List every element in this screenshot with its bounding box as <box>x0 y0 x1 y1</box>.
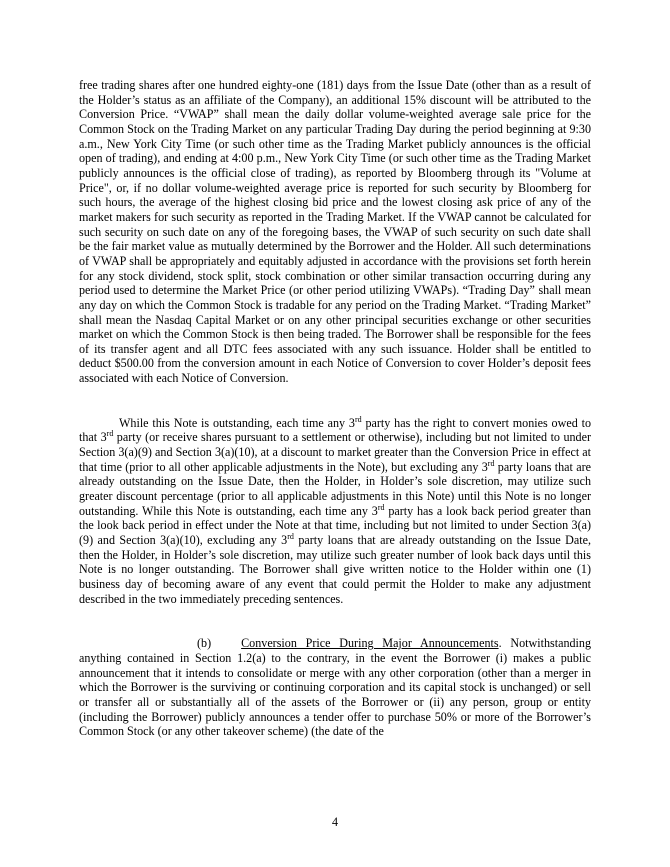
text-segment: party (or receive shares pursuant to a settlement or otherwise), including but not limited to under Section 3(a)(9) and Section 3(a)(10), at a discount to market greater than the Conversion Price in effect at that time (prior to all other applicable adjustments in the Note), but excluding any 3 <box>79 430 591 474</box>
section-label: (b) <box>197 636 212 651</box>
superscript-rd: rd <box>354 414 362 424</box>
superscript-rd: rd <box>287 532 294 541</box>
text-segment: party loans that are already outstanding on the Issue Date, then the Holder, in Holder’s sole discretion, may utilize such greater number of look back days until this Note is no longer outstanding. The Borrower shall give written notice to the Holder within one (1) business day of becoming aware of any event that could permit the Holder to make any adjustment described in the two immediately preceding sentences. <box>79 533 591 606</box>
section-heading: Conversion Price During Major Announcements <box>241 636 499 651</box>
text-segment: party loans that are already outstanding on the Issue Date, then the Holder, in Holder’s sole discretion, may utilize such greater discount percentage (prior to all applicable adjustments in this Note) until this Note is no longer outstanding. While this Note is outstanding, each time any 3 <box>79 459 591 518</box>
superscript-rd: rd <box>487 458 495 468</box>
superscript-rd: rd <box>377 502 385 512</box>
section-text: . Notwithstanding anything contained in Section 1.2(a) to the contrary, in the event the Borrower (i) makes a public announcement that it intends to consolidate or merge with any other corporation (other than a merger in which the Borrower is the surviving or continuing corporation and its capital stock is unchanged) or sell or transfer all or substantially all of the assets of the Borrower or (ii) any person, group or entity (including the Borrower) publicly announces a tender offer to purchase 50% or more of the Borrower’s Common Stock (or any other takeover scheme) (the date of the <box>79 636 592 739</box>
text-segment: While this Note is outstanding, each time any 3 <box>119 415 355 430</box>
superscript-rd: rd <box>106 429 114 439</box>
paragraph-third-party-adjustments <box>79 416 591 607</box>
paragraph-vwap-definition: free trading shares after one hundred eighty-one (181) days from the Issue Date (other than as a result of the Holder’s status as an affiliate of the Company), an additional 15% discount will be attributed to the Conversion Price. “VWAP” shall mean the daily dollar volume-weighted average sale price for the Common Stock on the Trading Market on any particular Trading Day during the period beginning at 9:30 a.m., New York City Time (or such other time as the Trading Market publicly announces is the official open of trading), and ending at 4:00 p.m., New York City Time (or such other time as the Trading Market publicly announces is the official close of trading), as reported by Bloomberg through its "Volume at Price", or, if no dollar volume-weighted average price is reported for such security by Bloomberg for such hours, the average of the highest closing bid price and the lowest closing ask price of any of the market makers for such security as reported in the Trading Market. If the VWAP cannot be calculated for such security on such date on any of the foregoing bases, the VWAP of such security on such date shall be the fair market value as mutually determined by the Borrower and the Holder. All such determinations of VWAP shall be appropriately and equitably adjusted in accordance with the provisions set forth herein for any stock dividend, stock split, stock combination or other similar transaction occurring during any period used to determine the Market Price (or other period utilizing VWAPs). “Trading Day” shall mean any day on which the Common Stock is tradable for any period on the Trading Market. “Trading Market” shall mean the Nasdaq Capital Market or on any other principal securities exchange or other securities market on which the Common Stock is then being traded. The Borrower shall be responsible for the fees of its transfer agent and all DTC fees associated with any such issuance. Holder shall be entitled to deduct $500.00 from the conversion amount in each Notice of Conversion to cover Holder’s deposit fees associated with each Notice of Conversion. <box>79 78 591 386</box>
text-segment: party has a look back period greater than the look back period in effect under the Note at that time, including but not limited to under Section 3(a)(9) and Section 3(a)(10), excluding any 3 <box>79 503 591 548</box>
page-number: 4 <box>331 815 339 829</box>
text-segment: party has the right to convert monies owed to that 3 <box>79 415 591 445</box>
paragraph-major-announcements <box>79 636 591 739</box>
